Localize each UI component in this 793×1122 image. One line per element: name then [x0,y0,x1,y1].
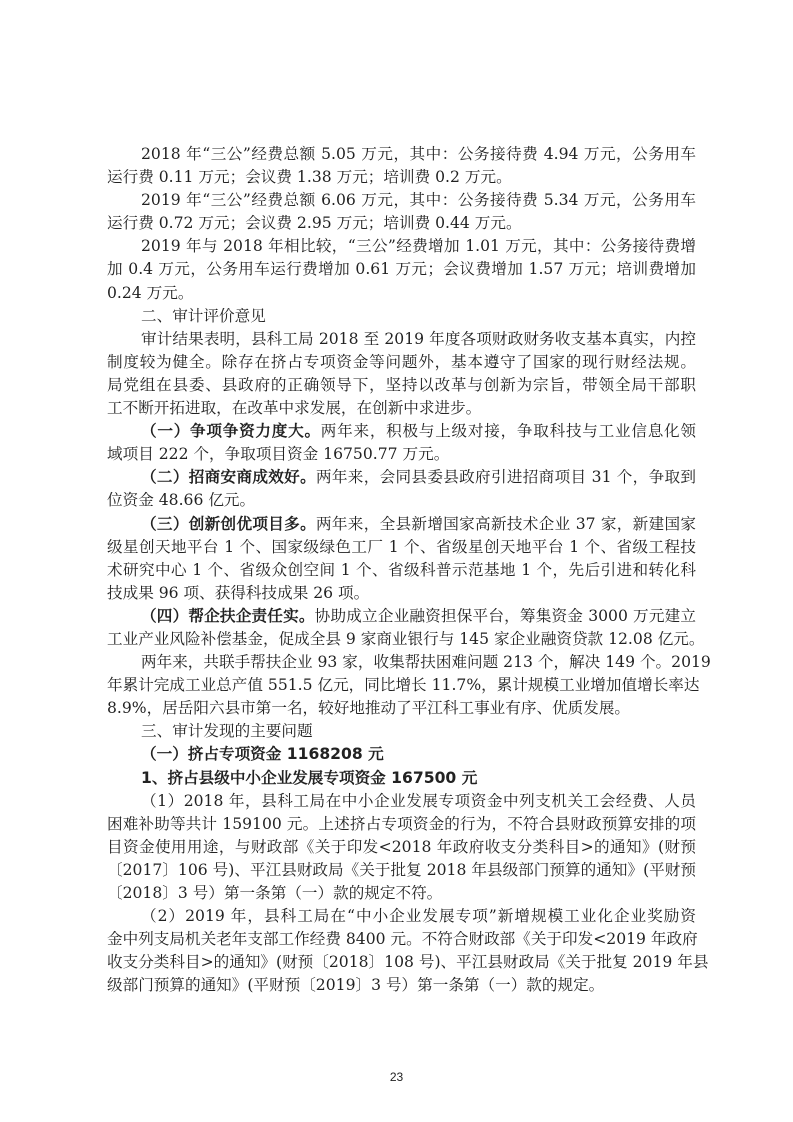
line-text: 位资金 48.66 亿元。 [107,491,256,510]
text-line [107,143,696,166]
line-text: 2018 年“三公”经费总额 5.05 万元，其中：公务接待费 4.94 万元，公务用车 [141,145,696,163]
line-text: 2019 年与 2018 年相比较，“三公”经费增加 1.01 万元，其中：公务接待费增 [141,237,696,256]
text-line [107,790,696,813]
text-line [107,420,696,443]
line-text: 域项目 222 个，争取项目资金 16750.77 万元。 [107,445,450,464]
text-line [107,489,696,512]
text-line [107,905,696,928]
line-text: 级星创天地平台 1 个、国家级绿色工厂 1 个、省级星创天地平台 1 个、省级工程技 [107,537,696,556]
text-line [107,836,696,859]
line-text: 运行费 0.11 万元；会议费 1.38 万元；培训费 0.2 万元。 [107,168,512,187]
text-line [107,928,696,951]
line-text: 8.9%，居岳阳六县市第一名，较好地推动了平江科工事业有序、优质发展。 [107,699,631,718]
text-line [107,397,696,420]
line-text: 两年来，全县新增国家高新技术企业 37 家，新建国家 [315,514,696,533]
line-text: 金中列支局机关老年支部工作经费 8400 元。不符合财政部《关于印发<2019 年政府 [107,930,698,949]
text-line [107,767,696,790]
line-text: 两年来，会同县委县政府引进招商项目 31 个，争取到 [315,468,696,487]
text-line [107,536,696,559]
text-line [107,859,696,882]
text-line [107,258,696,281]
section-heading [107,720,696,743]
line-text: （2）2019 年，县科工局在“中小企业发展专项”新增规模工业化企业奖励资 [141,907,696,926]
line-text: 〔2018〕3 号）第一条第（一）款的规定不符。 [107,884,443,902]
line-text: 加 0.4 万元，公务用车运行费增加 0.61 万元；会议费增加 1.57 万元；培训费增加 [107,260,696,279]
text-line [107,697,696,720]
line-text: 0.24 万元。 [107,283,194,302]
text-line [107,674,700,697]
line-text: 三、审计发现的主要问题 [141,722,313,741]
text-line [107,466,696,489]
line-text: 两年来，积极与上级对接，争取科技与工业信息化领 [320,422,696,441]
line-text: 两年来，共联手帮扶企业 93 家，收集帮扶困难问题 213 个，解决 149 个。2019 [141,653,711,672]
text-line [107,951,709,974]
text-line [107,328,696,351]
text-line [107,351,696,374]
line-text: 2019 年“三公”经费总额 6.06 万元，其中：公务接待费 5.34 万元，公务用车 [141,191,696,210]
text-line [107,443,696,466]
line-text: 收支分类科目>的通知》(财预〔2018〕108 号)、平江县财政局《关于批复 2019 年县 [107,953,709,972]
text-line [107,235,696,258]
text-line [107,813,696,836]
line-text: 技成果 96 项、获得科技成果 26 项。 [107,583,370,602]
line-text: 〔2017〕106 号)、平江县财政局《关于批复 2018 年县级部门预算的通知》(平财预 [107,860,696,879]
text-line [107,282,696,305]
text-line [107,743,696,766]
bold-heading: （四）帮企扶企责任实。 [141,606,315,625]
text-line [107,974,696,997]
section-heading [107,305,696,328]
text-line [107,651,711,674]
line-text: 目资金使用用途，与财政部《关于印发<2018 年政府收支分类科目>的通知》(财预 [107,837,696,856]
text-line [107,374,696,397]
line-text: 运行费 0.72 万元；会议费 2.95 万元；培训费 0.44 万元。 [107,214,522,233]
document-body [107,143,711,997]
bold-heading: （二）招商安商成效好。 [141,468,316,487]
line-text: 工业产业风险补偿基金，促成全县 9 家商业银行与 145 家企业融资贷款 12.08 亿元。 [107,629,705,648]
line-text: 级部门预算的通知》(平财预〔2019〕3 号）第一条第（一）款的规定。 [107,976,605,995]
line-text: 审计结果表明，县科工局 2018 至 2019 年度各项财政财务收支基本真实，内控 [141,329,696,348]
line-text: 二、审计评价意见 [141,306,266,325]
line-text: 协助成立企业融资担保平台，筹集资金 3000 万元建立 [314,606,696,625]
text-line [107,559,696,582]
line-text: 工不断开拓进取，在改革中求发展，在创新中求进步。 [107,399,482,418]
line-text: 困难补助等共计 159100 元。上述挤占专项资金的行为，不符合县财政预算安排的项 [107,814,696,833]
text-line [107,582,696,605]
bold-heading: 1、挤占县级中小企业发展专项资金 167500 元 [141,768,478,787]
text-line [107,882,696,905]
text-line [107,166,696,189]
text-line [107,212,696,235]
bold-heading: （一）挤占专项资金 1168208 元 [141,745,384,764]
text-line [107,605,696,628]
line-text: 局党组在县委、县政府的正确领导下，坚持以改革与创新为宗旨，带领全局干部职 [107,375,696,394]
text-line [107,189,696,212]
line-text: 术研究中心 1 个、省级众创空间 1 个、省级科普示范基地 1 个，先后引进和转化科 [107,560,696,579]
text-line [107,628,705,651]
page-number: 23 [389,1070,404,1084]
line-text: 年累计完成工业总产值 551.5 亿元，同比增长 11.7%，累计规模工业增加值增长率达 [107,676,700,695]
line-text: （1）2018 年，县科工局在中小企业发展专项资金中列支机关工会经费、人员 [141,791,696,810]
bold-heading: （三）创新创优项目多。 [141,514,316,533]
line-text: 制度较为健全。除存在挤占专项资金等问题外，基本遵守了国家的现行财经法规。 [107,352,696,371]
text-line [107,513,696,536]
bold-heading: （一）争项争资力度大。 [141,422,321,441]
